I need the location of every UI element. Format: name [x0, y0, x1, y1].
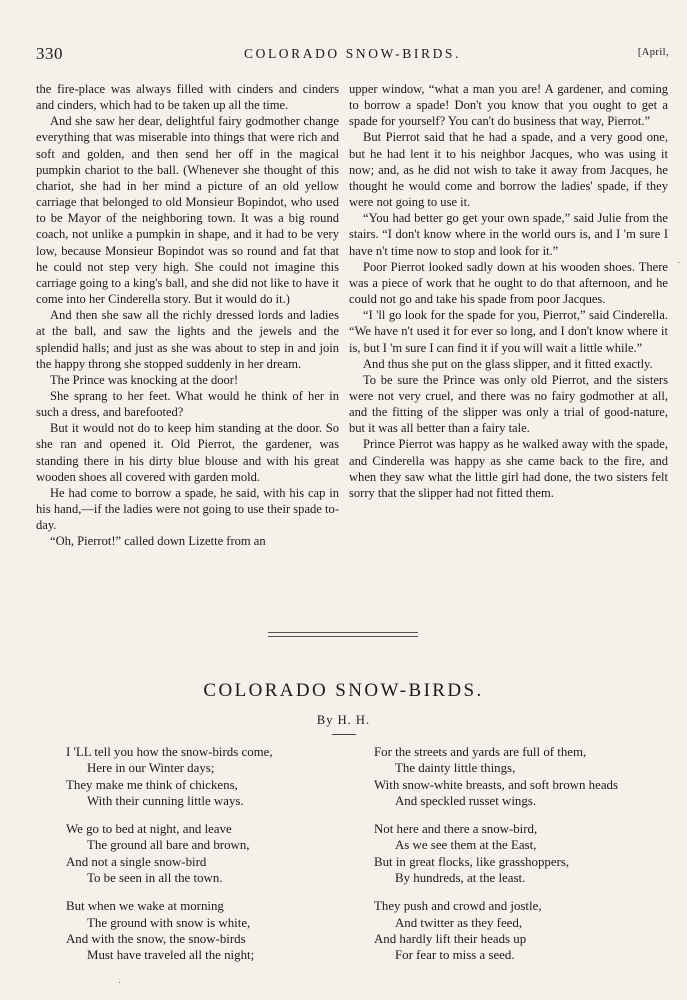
page-number: 330	[36, 44, 63, 63]
poem-line: To be seen in all the town.	[87, 871, 223, 886]
poem-line: But when we wake at morning	[66, 899, 224, 914]
poem-line: The ground all bare and brown,	[87, 838, 250, 853]
story-right-column	[349, 81, 668, 501]
poem-line: I 'LL tell you how the snow-birds come,	[66, 745, 273, 759]
poem-title: COLORADO SNOW-BIRDS.	[203, 680, 484, 701]
story-paragraph: She sprang to her feet. What would he think of her in such a dress, and barefooted?	[36, 388, 339, 420]
poem-line: As we see them at the East,	[395, 838, 537, 853]
poem-line: And not a single snow-bird	[66, 854, 207, 869]
poem-line: With their cunning little ways.	[87, 793, 244, 808]
story-left-column	[36, 81, 339, 550]
poem-stanza	[374, 898, 674, 963]
poem-line: But in great flocks, like grasshoppers,	[374, 854, 570, 869]
poem-stanza	[66, 821, 336, 886]
poem-stanza	[374, 821, 674, 886]
story-paragraph: The Prince was knocking at the door!	[50, 372, 239, 387]
story-paragraph: And then she saw all the richly dressed lords and ladies at the ball, and saw the lights and the jewels and the splendid halls; and just as she was about to step in and join the happy throng she stopped suddenly in her dream.	[36, 308, 339, 371]
running-title: COLORADO SNOW-BIRDS.	[243, 46, 461, 61]
story-paragraph: And she saw her dear, delightful fairy godmother change everything that was miserable into things that were rich and soft and golden, and then send her off in the magical pumpkin chariot to the ball. (Whenever she thought of this chariot, she had in her mind a picture of an old yellow carriage that belonged to old Monsieur Bopindot, who used to be Mayor of the neighboring town. It was a big round coach, not unlike a pumpkin in shape, and it had to be very low, because Monsieur Bopindot was so round and fat that he could not step very high. She could not imagine this carriage going to a king's ball, and she did not like to have it come into her Cinderella story. But it would do it.)	[36, 114, 339, 307]
story-paragraph: upper window, “what a man you are! A gardener, and coming to borrow a spade! Don't you know that you ought to get a spade for yourself? You can't do business that way, Pierrot.”	[349, 82, 668, 129]
story-paragraph: To be sure the Prince was only old Pierrot, and the sisters were not very cruel, and there was no fairy godmother at all, and the fitting of the slipper was only a trial of good-nature, but it was all better than a fairy tale.	[349, 372, 668, 436]
print-speck: ·	[118, 978, 122, 989]
story-paragraph: But it would not do to keep him standing at the door. So she ran and opened it. Old Pierrot, the gardener, was standing there in his dirty blue blouse and with his great wooden shoes all covered with garden mold.	[36, 421, 339, 484]
story-paragraph: Prince Pierrot was happy as he walked away with the spade, and Cinderella was happy as she came back to the fire, and when they saw what the little girl had done, the two sisters felt sorry that the slipper had not fitted them.	[349, 437, 668, 500]
poem-line: Not here and there a snow-bird,	[374, 822, 538, 837]
story-paragraph: But Pierrot said that he had a spade, and a very good one, but he had lent it to his neighbor Jacques, who was using it now; and, as he did not wish to take it away from Jacques, he thought he would come and borrow the ladies' spade, if they were not going to use it.	[349, 130, 668, 210]
poem-line: For the streets and yards are full of them,	[374, 745, 587, 759]
poem-line: The ground with snow is white,	[87, 915, 251, 930]
print-speck: ·	[677, 258, 681, 269]
story-paragraph: “Oh, Pierrot!” called down Lizette from an	[50, 534, 266, 549]
story-paragraph: “You had better go get your own spade,” said Julie from the stairs. “I don't know where in the world ours is, and I 'm sure I have n't time now to stop and look for it.”	[349, 211, 668, 258]
section-divider	[268, 632, 418, 637]
poem-byline: By H. H.	[316, 713, 371, 727]
poem-line: And speckled russet wings.	[395, 793, 537, 808]
poem-line: We go to bed at night, and leave	[66, 822, 232, 837]
poem-line: Here in our Winter days;	[87, 761, 215, 776]
story-paragraph: Poor Pierrot looked sadly down at his wooden shoes. There was a piece of work that he ought to do that afternoon, and he could not go and take his spade from poor Jacques.	[349, 259, 668, 307]
story-paragraph: “I 'll go look for the spade for you, Pierrot,” said Cinderella. “We have n't used it for ever so long, and I don't know where it is, but I 'm sure I can find it if you will wait a little while.”	[349, 308, 668, 355]
poem-line: And twitter as they feed,	[395, 915, 523, 930]
poem-stanza	[374, 744, 674, 809]
poem-line: With snow-white breasts, and soft brown heads	[374, 777, 618, 792]
poem-stanza	[66, 898, 336, 963]
poem-line: The dainty little things,	[395, 761, 516, 776]
running-header	[36, 44, 669, 66]
story-paragraph: And thus she put on the glass slipper, and it fitted exactly.	[363, 356, 653, 371]
poem-right-column	[374, 744, 674, 976]
poem-line: They make me think of chickens,	[66, 777, 238, 792]
story-paragraph: He had come to borrow a spade, he said, with his cap in his hand,—if the ladies were not going to use their spade to-day.	[36, 485, 339, 533]
poem-line: And with the snow, the snow-birds	[66, 931, 246, 946]
poem-line: Must have traveled all the night;	[87, 948, 255, 963]
poem-line: For fear to miss a seed.	[395, 948, 515, 963]
story-paragraph: the fire-place was always filled with cinders and cinders and cinders, which had to be taken up all the time.	[36, 82, 339, 113]
poem-left-column	[66, 744, 336, 976]
poem-line: By hundreds, at the least.	[395, 871, 526, 886]
poem-line: They push and crowd and jostle,	[374, 899, 542, 914]
poem-stanza	[66, 744, 336, 809]
issue-month: [April,	[637, 47, 669, 58]
byline-rule	[332, 734, 356, 735]
poem-line: And hardly lift their heads up	[374, 931, 527, 946]
